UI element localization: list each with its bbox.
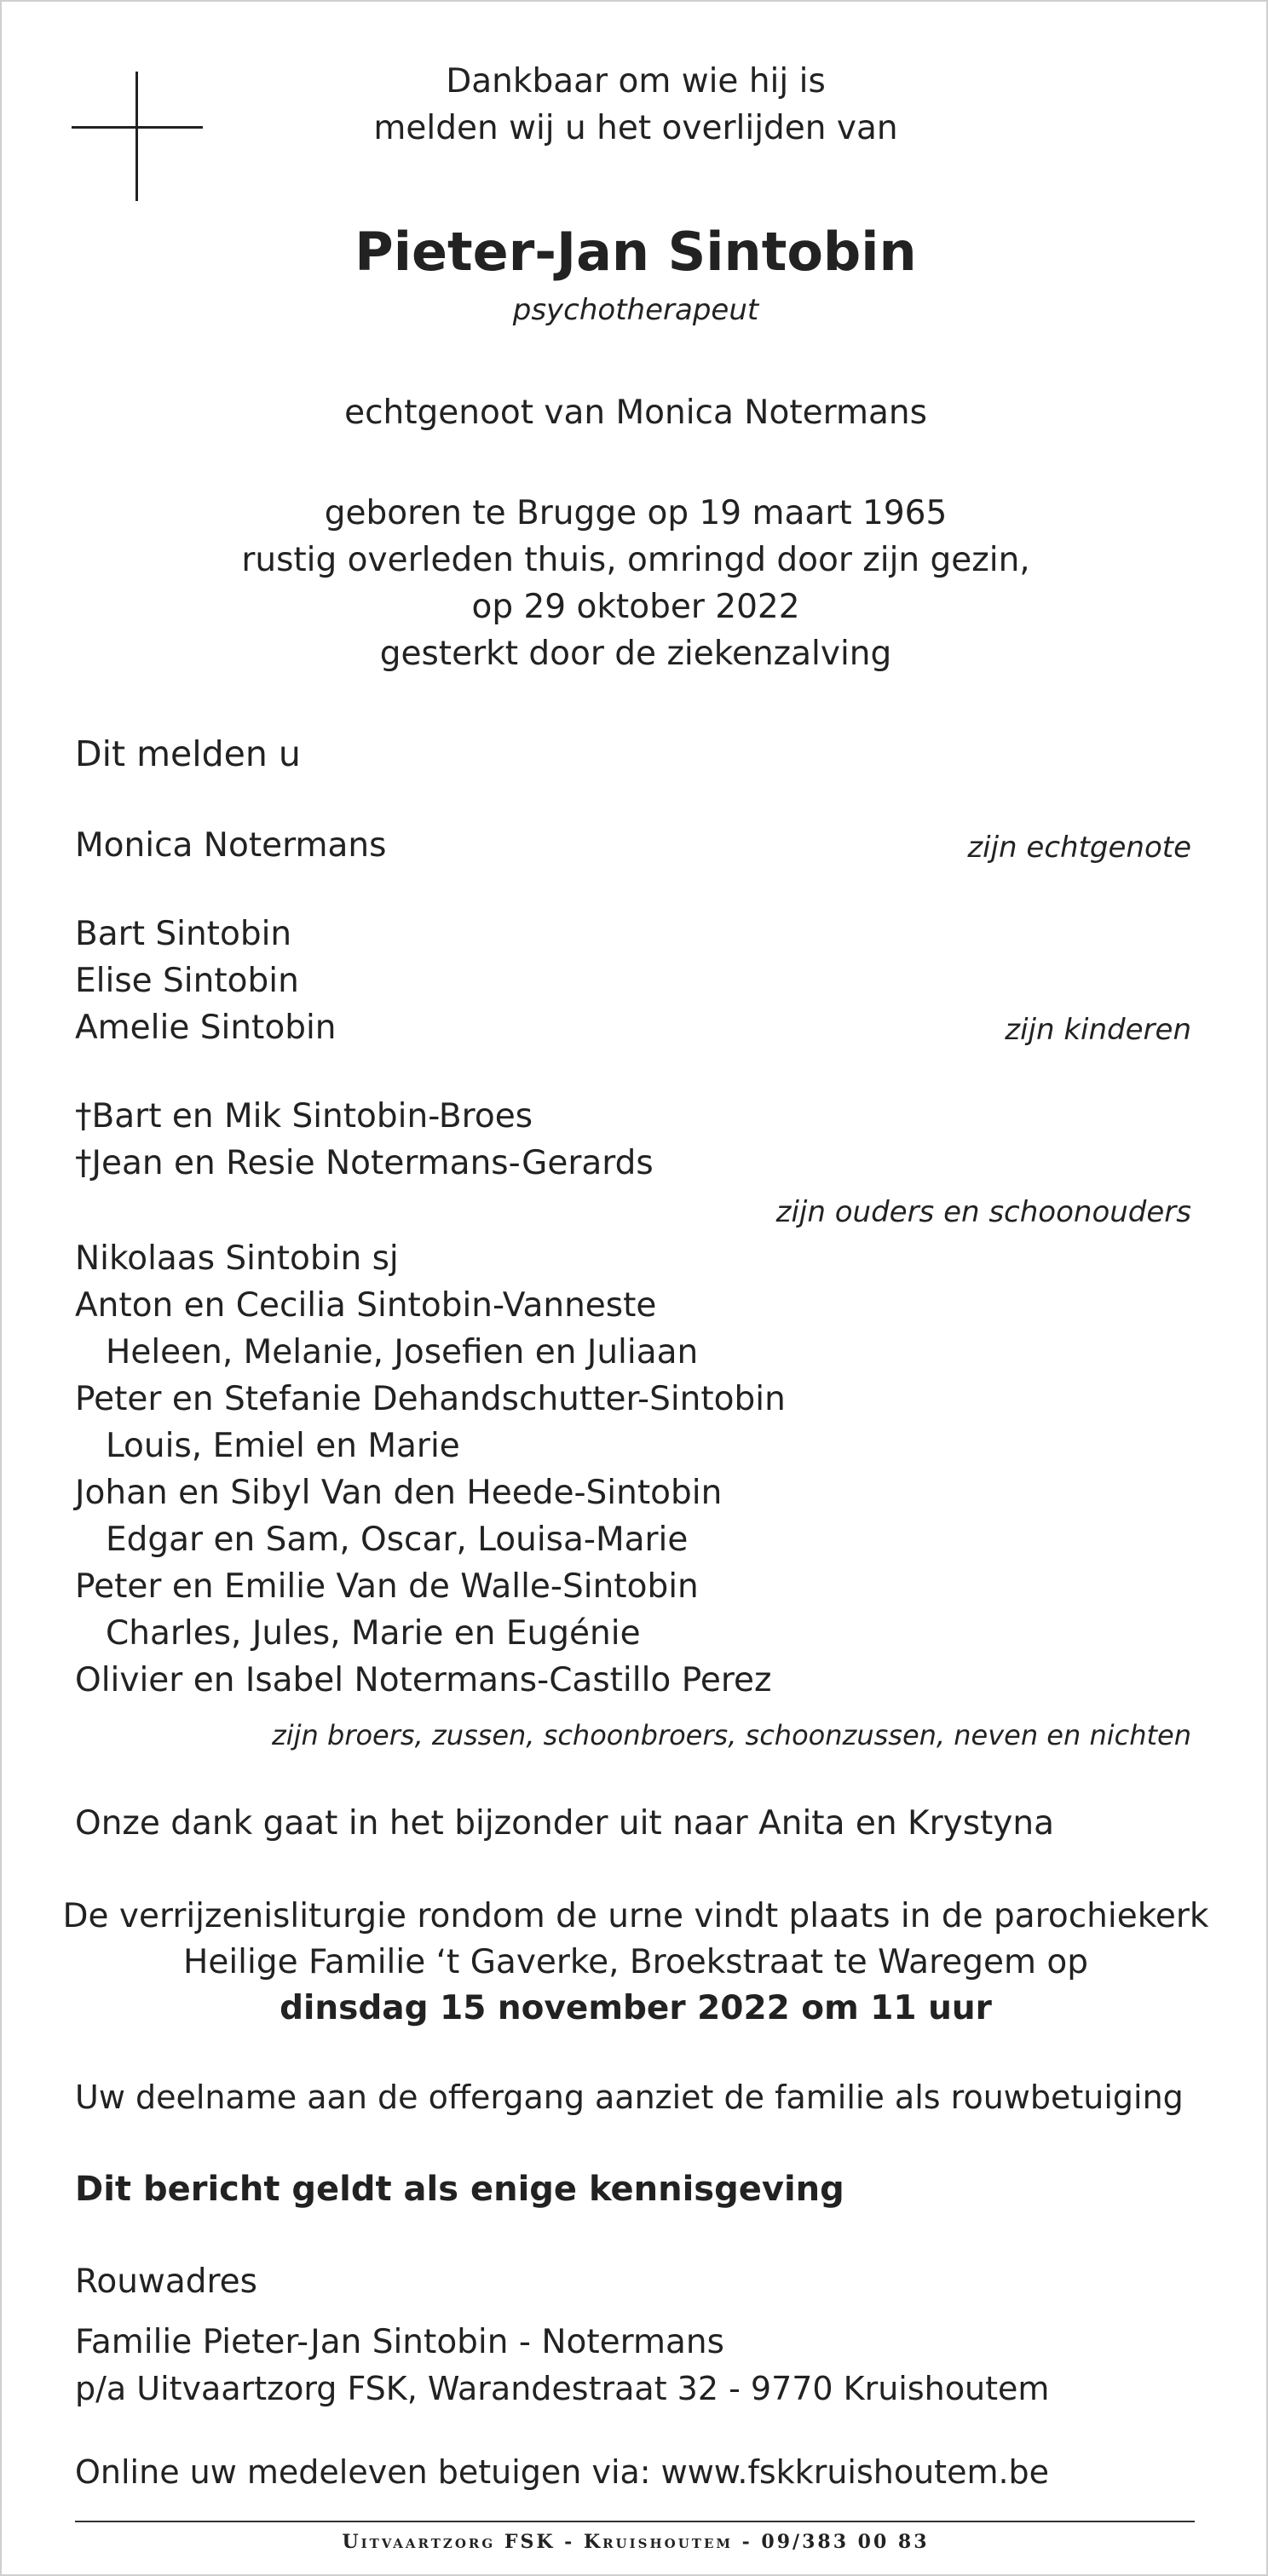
ceremony-line-2: Heilige Familie ‘t Gaverke, Broekstraat te Waregem op bbox=[183, 1943, 1088, 1981]
sibling-children: Louis, Emiel en Marie bbox=[106, 1427, 460, 1465]
deceased-profession: psychotherapeut bbox=[512, 293, 759, 327]
ceremony-line-1: De verrijzenisliturgie rondom de urne vindt plaats in de parochiekerk bbox=[62, 1897, 1209, 1935]
sibling-name: Olivier en Isabel Notermans-Castillo Perez bbox=[75, 1661, 772, 1699]
siblings-role: zijn broers, zussen, schoonbroers, schoonzussen, neven en nichten bbox=[271, 1719, 1191, 1751]
parents-role: zijn ouders en schoonouders bbox=[775, 1195, 1191, 1229]
children-role: zijn kinderen bbox=[1005, 1013, 1191, 1047]
detail-line: gesterkt door de ziekenzalving bbox=[379, 635, 892, 673]
child-name: Elise Sintobin bbox=[75, 962, 299, 1000]
sibling-name: Johan en Sibyl Van den Heede-Sintobin bbox=[75, 1474, 723, 1512]
sibling-name: Anton en Cecilia Sintobin-Vanneste bbox=[75, 1286, 657, 1325]
footer-text: Uitvaartzorg FSK - Kruishoutem - 09/383 00 83 bbox=[342, 2531, 930, 2553]
sibling-children: Edgar en Sam, Oscar, Louisa-Marie bbox=[106, 1521, 689, 1559]
ceremony-date: dinsdag 15 november 2022 om 11 uur bbox=[280, 1989, 992, 2027]
spouse-name: Monica Notermans bbox=[75, 826, 387, 865]
deceased-name: Pieter-Jan Sintobin bbox=[354, 221, 917, 283]
child-name: Bart Sintobin bbox=[75, 915, 292, 953]
thanks-line: Onze dank gaat in het bijzonder uit naar Anita en Krystyna bbox=[75, 1804, 1054, 1843]
footer-divider bbox=[75, 2521, 1195, 2522]
sibling-name: Peter en Stefanie Dehandschutter-Sintobin bbox=[75, 1380, 786, 1418]
detail-line: geboren te Brugge op 19 maart 1965 bbox=[324, 494, 948, 532]
sibling-name: Peter en Emilie Van de Walle-Sintobin bbox=[75, 1567, 699, 1606]
detail-line: op 29 oktober 2022 bbox=[471, 588, 800, 626]
address-label: Rouwadres bbox=[75, 2263, 257, 2301]
header-line-2: melden wij u het overlijden van bbox=[373, 109, 898, 147]
detail-line: rustig overleden thuis, omringd door zijn gezin, bbox=[241, 541, 1030, 579]
parent-name: †Jean en Resie Notermans-Gerards bbox=[75, 1144, 654, 1182]
offering-line: Uw deelname aan de offergang aanziet de familie als rouwbetuiging bbox=[75, 2079, 1184, 2116]
announcers-intro: Dit melden u bbox=[75, 733, 301, 774]
sibling-name: Nikolaas Sintobin sj bbox=[75, 1239, 399, 1278]
child-name: Amelie Sintobin bbox=[75, 1009, 337, 1047]
address-line-2: p/a Uitvaartzorg FSK, Warandestraat 32 - 9770 Kruishoutem bbox=[75, 2370, 1050, 2407]
parent-name: †Bart en Mik Sintobin-Broes bbox=[75, 1097, 533, 1136]
spouse-line: echtgenoot van Monica Notermans bbox=[344, 394, 927, 432]
sibling-children: Heleen, Melanie, Josefien en Juliaan bbox=[106, 1333, 699, 1371]
online-line: Online uw medeleven betuigen via: www.fskkruishoutem.be bbox=[75, 2453, 1050, 2491]
sibling-children: Charles, Jules, Marie en Eugénie bbox=[106, 1614, 641, 1653]
address-line-1: Familie Pieter-Jan Sintobin - Notermans bbox=[75, 2323, 724, 2361]
header-line-1: Dankbaar om wie hij is bbox=[446, 62, 826, 101]
spouse-role: zijn echtgenote bbox=[967, 831, 1191, 865]
notice-line: Dit bericht geldt als enige kennisgeving bbox=[75, 2170, 844, 2209]
